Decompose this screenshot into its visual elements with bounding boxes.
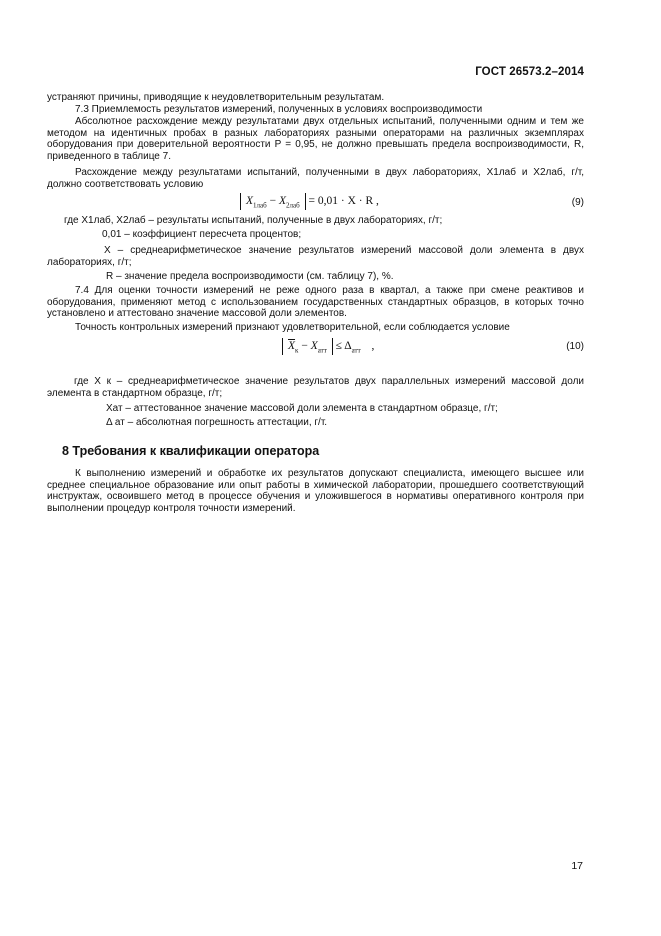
formula-9-minus: − [269,195,277,207]
formula-10-minus: − [301,340,308,352]
formula-9 [240,193,379,210]
where-9-line-3: X – среднеарифметическое значение результатов измерений массовой доли элемента в двух лабораториях, г/т; [47,245,584,268]
paragraph-lab-discrepancy: Расхождение между результатами испытаний, полученными в двух лабораториях, X1лаб и X2лаб, г/т, должно соответствовать условию [47,167,584,190]
formula-9-x1: X [246,195,254,207]
formula-9-x1-sub: 1лаб [253,201,267,210]
formula-9-x2-sub: 2лаб [285,201,300,210]
where-9-line-2: 0,01 – коэффициент пересчета процентов; [102,229,302,240]
equation-number-9: (9) [571,197,584,208]
equation-number-10: (10) [566,341,584,352]
formula-10-rhs-sub: атт [351,346,361,355]
formula-10-xk: $\overline{X}$ [288,340,296,352]
paragraph-causes: устраняют причины, приводящие к неудовлетворительным результатам. [47,92,385,103]
formula-10-abs [282,338,333,355]
where-10-line-1: где X к – среднеарифметическое значение результатов двух параллельных измерений массовой доли элемента в стандартном образце, г/т; [47,376,584,399]
paragraph-absolute-discrepancy: Абсолютное расхождение между результатами двух отдельных испытаний, полученными одним и тем же методом на идентичных пробах в разных лабораториях разными операторами на различных экземплярах оборудования при доверительной вероятности P = 0,95, не должно превышать предела воспроизводимости, R, приведенного в таблице 7. [47,116,584,162]
where-9-line-1: где X1лаб, X2лаб – результаты испытаний, полученные в двух лабораториях, г/т; [64,215,443,226]
section-8-title: 8 Требования к квалификации оператора [62,444,320,458]
section-8-text: К выполнению измерений и обработке их результатов допускают специалиста, имеющего высшее или среднее специальное образование или опыт работы в химической лаборатории, прошедшего соответствующий инструктаж, освоившего метод в процессе обучения и уложившегося в нормативы оперативного контроля при выполнении процедур контроля точности измерений. [47,468,584,514]
where-9-line-4: R – значение предела воспроизводимости (см. таблицу 7), %. [106,271,394,282]
formula-10-xk-sub: к [295,346,299,355]
clause-7-4: 7.4 Для оценки точности измерений не реже одного раза в квартал, а также при смене реактивов и оборудования, применяют метод с использованием государственных стандартных образцов, в которых точно установлено и аттестовано значение массовой доли элементов. [47,285,584,320]
formula-10-xatt: X [310,340,318,352]
where-10-line-3: Δ ат – абсолютная погрешность аттестации, г/т. [106,417,328,428]
where-10-line-2: Xат – аттестованное значение массовой доли элемента в стандартном образце, г/т; [106,403,498,414]
formula-9-rhs: = 0,01 · X · R , [308,195,379,207]
page-number: 17 [571,860,583,872]
paragraph-accuracy-condition: Точность контрольных измерений признают удовлетворительной, если соблюдается условие [75,322,510,333]
formula-10-rhs: ≤ Δ [335,340,352,352]
formula-9-x2: X [278,195,286,207]
formula-10-comma: , [371,340,375,352]
formula-10-xatt-sub: атт [317,346,327,355]
formula-10 [282,338,374,355]
clause-7-3: 7.3 Приемлемость результатов измерений, полученных в условиях воспроизводимости [75,104,483,115]
formula-9-abs [240,193,306,210]
document-code: ГОСТ 26573.2–2014 [475,66,584,78]
